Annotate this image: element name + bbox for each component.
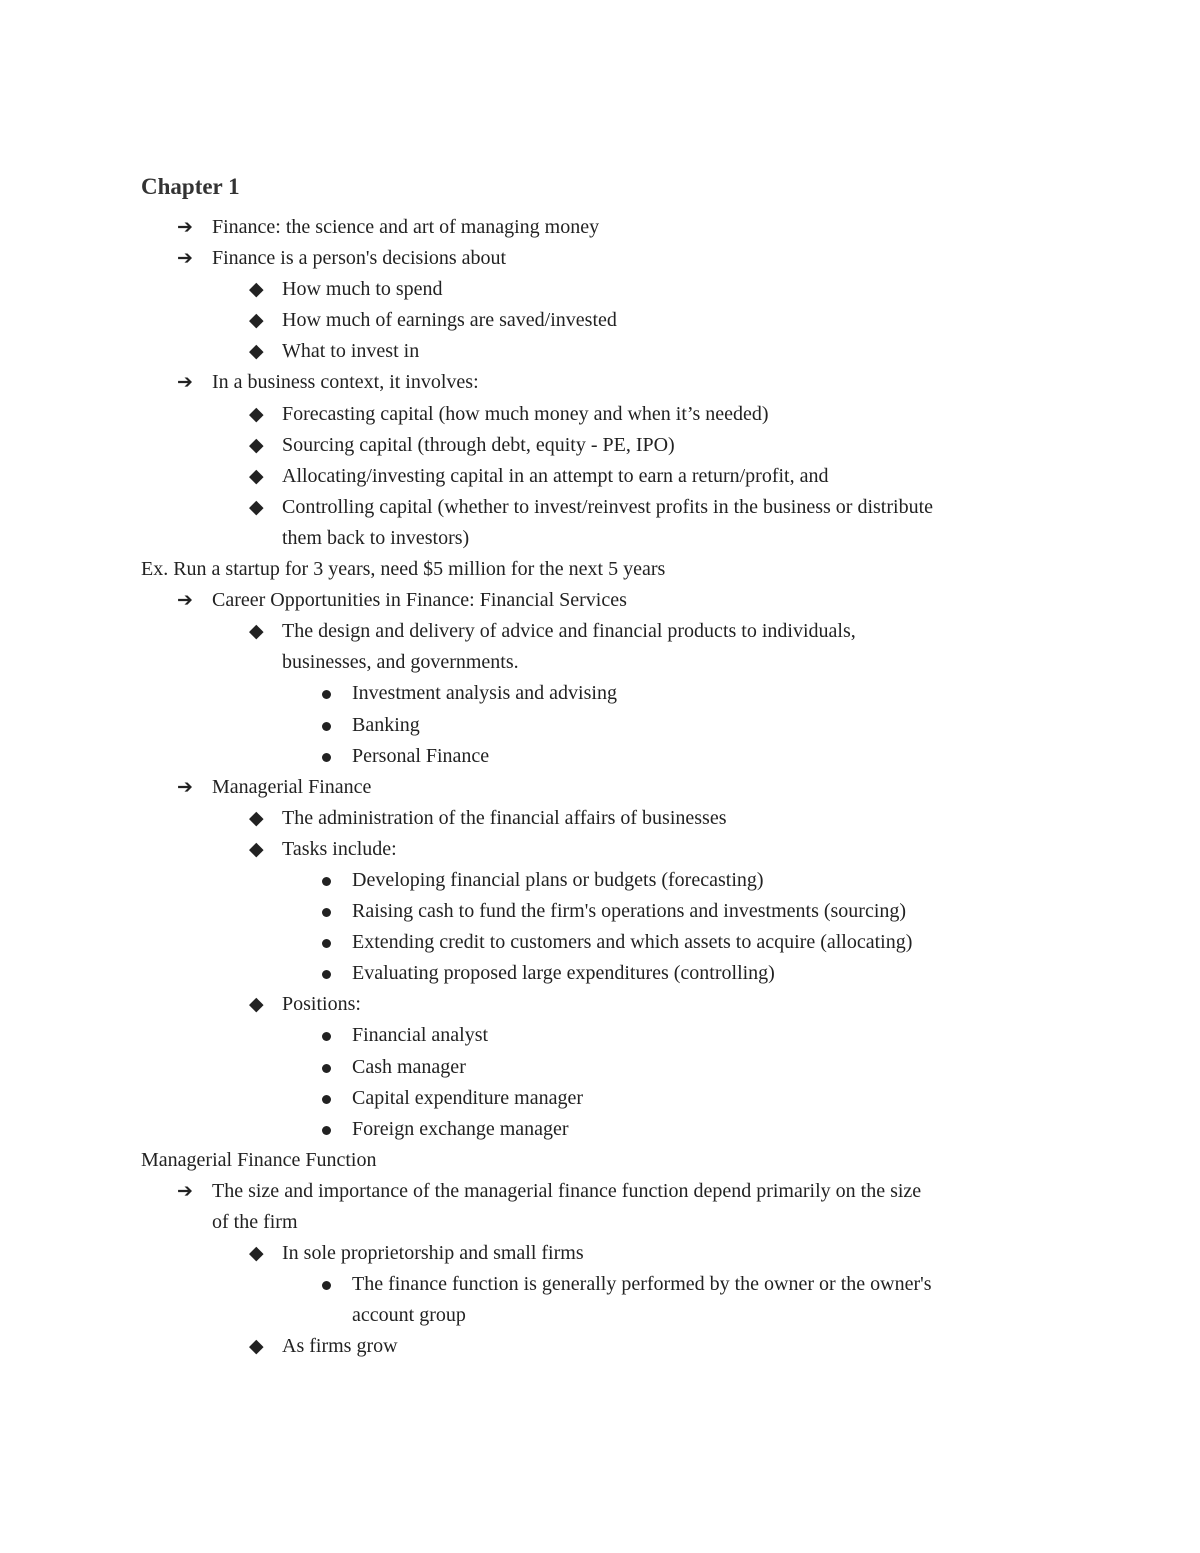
list-item [141, 834, 1061, 865]
notes-content [141, 171, 1061, 1362]
round-bullet-icon [322, 1064, 331, 1073]
diamond-bullet-icon: ◆ [249, 620, 264, 643]
list-item-text: Managerial Finance [212, 775, 372, 798]
list-item [141, 1083, 1061, 1114]
list-item-text: Managerial Finance Function [141, 1148, 377, 1171]
diamond-bullet-icon: ◆ [249, 1335, 264, 1358]
list-item-text: Cash manager [352, 1055, 466, 1078]
list-item [141, 367, 1061, 398]
list-item [141, 616, 1061, 647]
list-item [141, 927, 1061, 958]
round-bullet-icon [322, 753, 331, 762]
list-item-text: Controlling capital (whether to invest/reinvest profits in the business or distribute [282, 495, 933, 518]
diamond-bullet-icon: ◆ [249, 1242, 264, 1265]
list-item [141, 1238, 1061, 1269]
list-item [141, 678, 1061, 709]
list-item [141, 305, 1061, 336]
list-item [141, 958, 1061, 989]
list-item [141, 710, 1061, 741]
round-bullet-icon [322, 1032, 331, 1041]
round-bullet-icon [322, 722, 331, 731]
list-item-text: As firms grow [282, 1335, 398, 1358]
list-item [141, 989, 1061, 1020]
list-item-text: of the firm [212, 1211, 298, 1233]
diamond-bullet-icon: ◆ [249, 993, 264, 1016]
list-item [141, 212, 1061, 243]
round-bullet-icon [322, 690, 331, 699]
list-item-text: Investment analysis and advising [352, 682, 617, 705]
list-item [141, 865, 1061, 896]
round-bullet-icon [322, 1281, 331, 1290]
arrow-bullet-icon: ➔ [177, 216, 193, 238]
list-item-text: Ex. Run a startup for 3 years, need $5 million for the next 5 years [141, 558, 666, 581]
diamond-bullet-icon: ◆ [249, 806, 264, 829]
diamond-bullet-icon: ◆ [249, 464, 264, 487]
list-item-text: The finance function is generally performed by the owner or the owner's [352, 1273, 932, 1296]
notes-outline [141, 212, 1061, 1362]
list-item [141, 461, 1061, 492]
list-item-text: Positions: [282, 993, 361, 1016]
list-item-text: In sole proprietorship and small firms [282, 1242, 584, 1265]
list-item-text: Raising cash to fund the firm's operations and investments (sourcing) [352, 900, 907, 923]
list-item-text: Financial analyst [352, 1024, 489, 1047]
diamond-bullet-icon: ◆ [249, 433, 264, 456]
diamond-bullet-icon: ◆ [249, 495, 264, 518]
list-item-text: The design and delivery of advice and financial products to individuals, [282, 620, 856, 643]
list-item-text: Allocating/investing capital in an attempt to earn a return/profit, and [282, 464, 829, 487]
round-bullet-icon [322, 970, 331, 979]
list-item-text: The size and importance of the managerial finance function depend primarily on the size [212, 1179, 922, 1202]
list-item [141, 243, 1061, 274]
list-item [141, 1052, 1061, 1083]
list-item-text: In a business context, it involves: [212, 371, 479, 394]
list-item-text: Evaluating proposed large expenditures (controlling) [352, 962, 775, 985]
list-item [141, 274, 1061, 305]
arrow-bullet-icon: ➔ [177, 371, 193, 394]
round-bullet-icon [322, 1126, 331, 1135]
arrow-bullet-icon: ➔ [177, 1179, 193, 1202]
list-item-text: Banking [352, 713, 420, 736]
list-item-text: Finance: the science and art of managing money [212, 216, 600, 238]
list-item [141, 492, 1061, 523]
arrow-bullet-icon: ➔ [177, 589, 193, 612]
list-item [141, 399, 1061, 430]
list-item [141, 1176, 1061, 1207]
list-item [141, 647, 1061, 678]
diamond-bullet-icon: ◆ [249, 837, 264, 860]
list-item [141, 1300, 1061, 1331]
list-item-text: How much of earnings are saved/invested [282, 309, 617, 332]
list-item [141, 772, 1061, 803]
diamond-bullet-icon: ◆ [249, 309, 264, 332]
list-item-text: What to invest in [282, 340, 420, 363]
list-item-text: Foreign exchange manager [352, 1117, 569, 1140]
list-item [141, 523, 1061, 554]
round-bullet-icon [322, 1095, 331, 1104]
diamond-bullet-icon: ◆ [249, 340, 264, 363]
list-item [141, 1207, 1061, 1238]
list-item-text: The administration of the financial affairs of businesses [282, 806, 727, 829]
arrow-bullet-icon: ➔ [177, 775, 193, 798]
round-bullet-icon [322, 877, 331, 886]
paragraph-line [141, 1145, 1061, 1176]
list-item-text: businesses, and governments. [282, 651, 519, 674]
list-item-text: them back to investors) [282, 526, 470, 549]
list-item-text: How much to spend [282, 278, 443, 301]
list-item-text: Capital expenditure manager [352, 1086, 584, 1109]
list-item-text: Career Opportunities in Finance: Financial Services [212, 589, 627, 612]
diamond-bullet-icon: ◆ [249, 278, 264, 301]
round-bullet-icon [322, 939, 331, 948]
round-bullet-icon [322, 908, 331, 917]
paragraph-line [141, 554, 1061, 585]
list-item [141, 1114, 1061, 1145]
list-item [141, 1331, 1061, 1362]
list-item [141, 1269, 1061, 1300]
diamond-bullet-icon: ◆ [249, 402, 264, 425]
list-item-text: Personal Finance [352, 744, 490, 767]
chapter-title: Chapter 1 [141, 174, 240, 199]
list-item-text: Extending credit to customers and which assets to acquire (allocating) [352, 931, 913, 954]
list-item-text: Sourcing capital (through debt, equity - PE, IPO) [282, 433, 675, 456]
list-item-text: Developing financial plans or budgets (forecasting) [352, 868, 764, 891]
list-item [141, 803, 1061, 834]
list-item-text: account group [352, 1304, 466, 1327]
list-item [141, 896, 1061, 927]
list-item [141, 430, 1061, 461]
list-item [141, 336, 1061, 367]
list-item-text: Finance is a person's decisions about [212, 247, 507, 270]
list-item [141, 741, 1061, 772]
list-item-text: Forecasting capital (how much money and when it’s needed) [282, 402, 769, 425]
list-item [141, 1020, 1061, 1051]
list-item [141, 585, 1061, 616]
arrow-bullet-icon: ➔ [177, 247, 193, 270]
list-item-text: Tasks include: [282, 837, 397, 860]
